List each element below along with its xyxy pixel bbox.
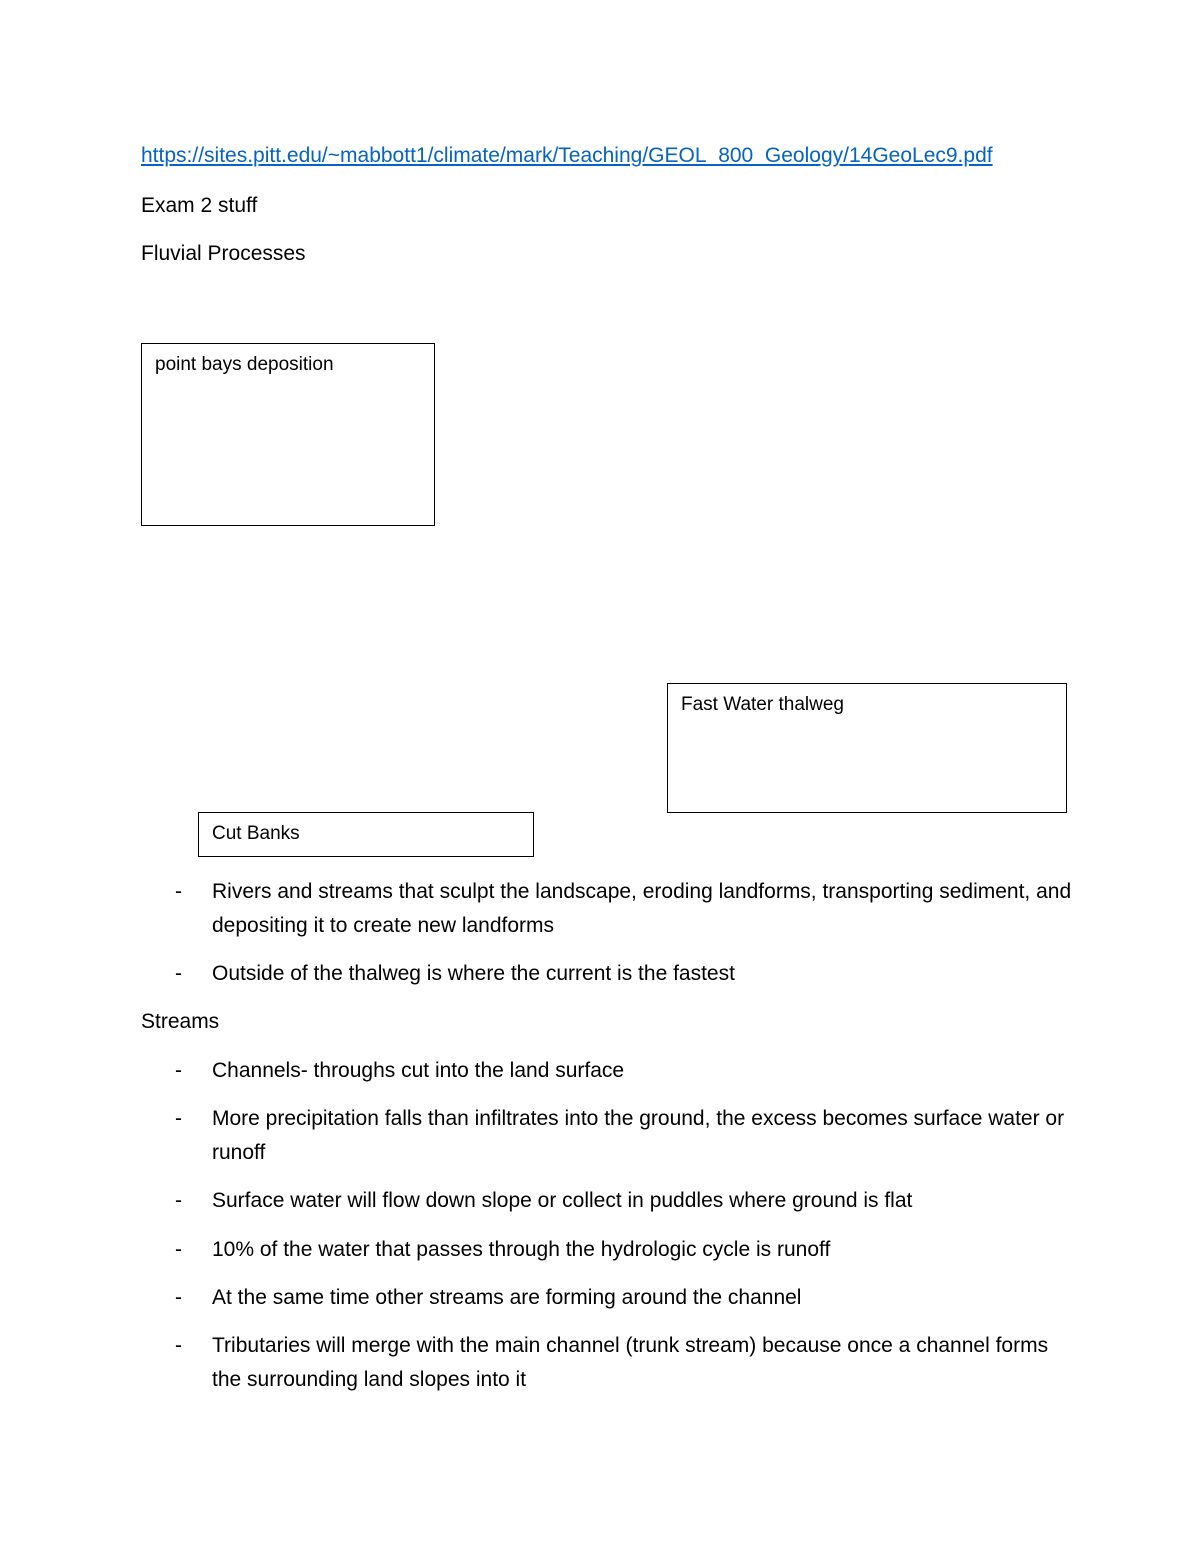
fast-water-textbox <box>667 683 1067 813</box>
bullet-dash: - <box>175 1189 182 1212</box>
streams-heading: Streams <box>141 1010 220 1033</box>
list-item <box>141 957 1071 991</box>
list-item-text: At the same time other streams are forming around the channel <box>212 1286 802 1309</box>
list-item <box>141 1054 1071 1088</box>
bullet-dash: - <box>175 880 182 903</box>
bullet-dash: - <box>175 1107 182 1130</box>
list-item-text: 10% of the water that passes through the hydrologic cycle is runoff <box>212 1238 831 1261</box>
list-item <box>141 1184 1071 1218</box>
list-item-text: Outside of the thalweg is where the current is the fastest <box>212 962 735 985</box>
list-item <box>141 1281 1071 1315</box>
list-item-text: Channels- throughs cut into the land surface <box>212 1059 625 1082</box>
fluvial-heading: Fluvial Processes <box>141 242 306 265</box>
point-bars-label: point bays deposition <box>155 354 334 375</box>
list-item-text: More precipitation falls than infiltrates into the ground, the excess becomes surface water or runoff <box>212 1107 1065 1164</box>
fast-water-label: Fast Water thalweg <box>681 694 844 715</box>
list-item-text: Surface water will flow down slope or collect in puddles where ground is flat <box>212 1189 913 1212</box>
cut-banks-label: Cut Banks <box>212 823 300 844</box>
point-bars-textbox <box>141 343 435 526</box>
bullet-dash: - <box>175 962 182 985</box>
list-item-text: Tributaries will merge with the main channel (trunk stream) because once a channel forms the surrounding land slopes into it <box>212 1334 1049 1391</box>
bullet-dash: - <box>175 1238 182 1261</box>
list-item-text: Rivers and streams that sculpt the landscape, eroding landforms, transporting sediment, and depositing it to create new landforms <box>212 880 1072 937</box>
lecture-pdf-link[interactable]: https://sites.pitt.edu/~mabbott1/climate/mark/Teaching/GEOL_800_Geology/14GeoLec9.pdf <box>141 144 993 167</box>
list-item <box>141 1102 1071 1170</box>
bullet-dash: - <box>175 1334 182 1357</box>
list-item <box>141 875 1071 943</box>
bullet-dash: - <box>175 1059 182 1082</box>
list-item <box>141 1329 1071 1397</box>
list-item <box>141 1233 1071 1267</box>
exam-heading: Exam 2 stuff <box>141 194 258 217</box>
cut-banks-textbox <box>198 812 534 857</box>
bullet-dash: - <box>175 1286 182 1309</box>
